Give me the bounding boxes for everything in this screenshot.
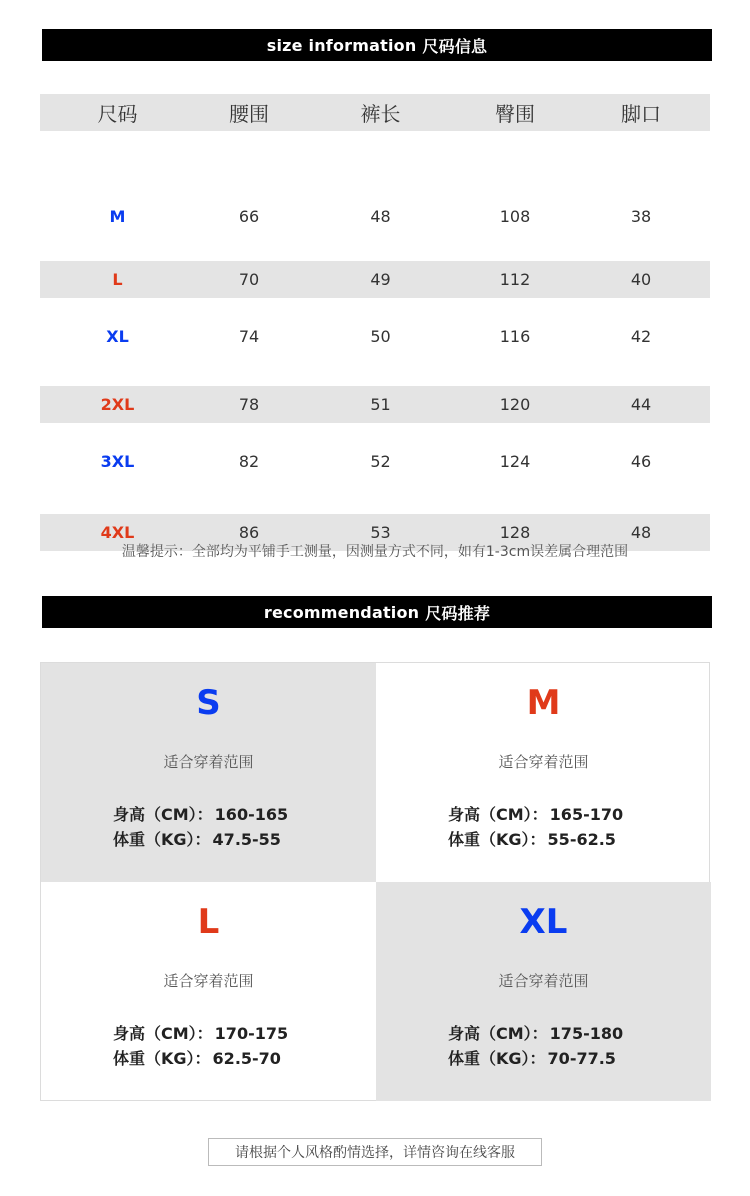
- cell-leg-opening: 38: [630, 206, 652, 226]
- rec-weight-label: 体重（KG）：: [448, 1049, 546, 1068]
- cell-leg-opening: 44: [630, 395, 652, 414]
- cell-waist: 70: [238, 270, 260, 289]
- cell-hip: 128: [499, 523, 531, 542]
- row-size-label: M: [109, 206, 126, 226]
- rec-fit-label: 适合穿着范围: [163, 753, 254, 771]
- rec-height-label: 身高（CM）：: [448, 805, 548, 824]
- recommendation-card-xl: [376, 882, 711, 1101]
- cell-hip: 116: [499, 326, 531, 346]
- banner-title-zh: 尺码推荐: [425, 603, 491, 623]
- footer-note: 请根据个人风格酌情选择，详情咨询在线客服: [208, 1138, 542, 1166]
- rec-weight-line: [113, 827, 281, 850]
- rec-weight-value: 62.5-70: [212, 1049, 281, 1068]
- cell-pants-length: 53: [370, 523, 391, 542]
- row-size-label: 2XL: [100, 395, 135, 414]
- cell-leg-opening: 46: [630, 451, 652, 471]
- cell-hip: 120: [499, 395, 531, 414]
- recommendation-card-l: [41, 882, 376, 1101]
- rec-fit-label: 适合穿着范围: [163, 972, 254, 990]
- banner-title-zh: 尺码信息: [422, 36, 488, 56]
- rec-height-line: [448, 802, 623, 825]
- header-waist: 腰围: [229, 102, 269, 126]
- cell-pants-length: 52: [370, 451, 391, 471]
- rec-height-value: 170-175: [214, 1024, 289, 1043]
- table-row: [40, 261, 710, 298]
- row-size-label: 3XL: [100, 451, 135, 471]
- banner-title-en: recommendation: [263, 602, 420, 622]
- rec-weight-value: 55-62.5: [547, 830, 616, 849]
- rec-weight-value: 70-77.5: [547, 1049, 616, 1068]
- banner-title-en: size information: [266, 35, 417, 55]
- header-size: 尺码: [97, 102, 138, 126]
- size-table: [40, 94, 710, 542]
- rec-size-label: M: [526, 683, 561, 723]
- cell-waist: 82: [238, 451, 260, 471]
- row-size-label: L: [112, 270, 123, 289]
- rec-height-label: 身高（CM）：: [113, 805, 213, 824]
- rec-weight-line: [448, 827, 616, 850]
- table-row: [40, 204, 710, 228]
- table-row: [40, 386, 710, 423]
- header-leg-opening: 脚口: [621, 102, 661, 126]
- rec-height-label: 身高（CM）：: [448, 1024, 548, 1043]
- rec-height-line: [448, 1021, 623, 1044]
- row-size-label: XL: [106, 326, 129, 346]
- header-hip: 臀围: [495, 102, 535, 126]
- rec-height-value: 160-165: [214, 805, 289, 824]
- cell-leg-opening: 48: [630, 523, 652, 542]
- cell-waist: 74: [238, 326, 260, 346]
- table-row: [40, 324, 710, 348]
- rec-weight-value: 47.5-55: [212, 830, 281, 849]
- rec-fit-label: 适合穿着范围: [498, 753, 589, 771]
- rec-size-label: L: [197, 902, 220, 942]
- rec-height-label: 身高（CM）：: [113, 1024, 213, 1043]
- size-information-banner: [42, 29, 712, 61]
- cell-hip: 112: [499, 270, 531, 289]
- recommendation-card-s: [41, 663, 376, 882]
- recommendation-banner: [42, 596, 712, 628]
- cell-hip: 124: [499, 451, 531, 471]
- cell-pants-length: 49: [370, 270, 391, 289]
- rec-weight-label: 体重（KG）：: [113, 1049, 211, 1068]
- rec-size-label: XL: [519, 902, 568, 942]
- cell-pants-length: 51: [370, 395, 391, 414]
- rec-height-line: [113, 802, 288, 825]
- cell-leg-opening: 40: [630, 270, 652, 289]
- recommendation-card-m: [376, 663, 711, 882]
- rec-fit-label: 适合穿着范围: [498, 972, 589, 990]
- table-header-row: [40, 94, 710, 131]
- cell-leg-opening: 42: [630, 326, 652, 346]
- cell-waist: 86: [238, 523, 260, 542]
- header-pants-length: 裤长: [360, 102, 401, 126]
- rec-height-value: 175-180: [549, 1024, 624, 1043]
- cell-pants-length: 50: [370, 326, 391, 346]
- cell-waist: 78: [238, 395, 260, 414]
- rec-weight-line: [113, 1046, 281, 1069]
- recommendation-grid: [40, 662, 710, 1101]
- rec-height-line: [113, 1021, 288, 1044]
- cell-pants-length: 48: [370, 206, 391, 226]
- rec-size-label: S: [196, 683, 221, 723]
- rec-weight-line: [448, 1046, 616, 1069]
- rec-weight-label: 体重（KG）：: [113, 830, 211, 849]
- row-size-label: 4XL: [100, 523, 135, 542]
- cell-hip: 108: [499, 206, 531, 226]
- cell-waist: 66: [238, 206, 260, 226]
- table-row: [40, 449, 710, 473]
- rec-weight-label: 体重（KG）：: [448, 830, 546, 849]
- measurement-note: 温馨提示：全部均为平铺手工测量，因测量方式不同，如有1-3cm误差属合理范围: [121, 544, 629, 560]
- rec-height-value: 165-170: [549, 805, 624, 824]
